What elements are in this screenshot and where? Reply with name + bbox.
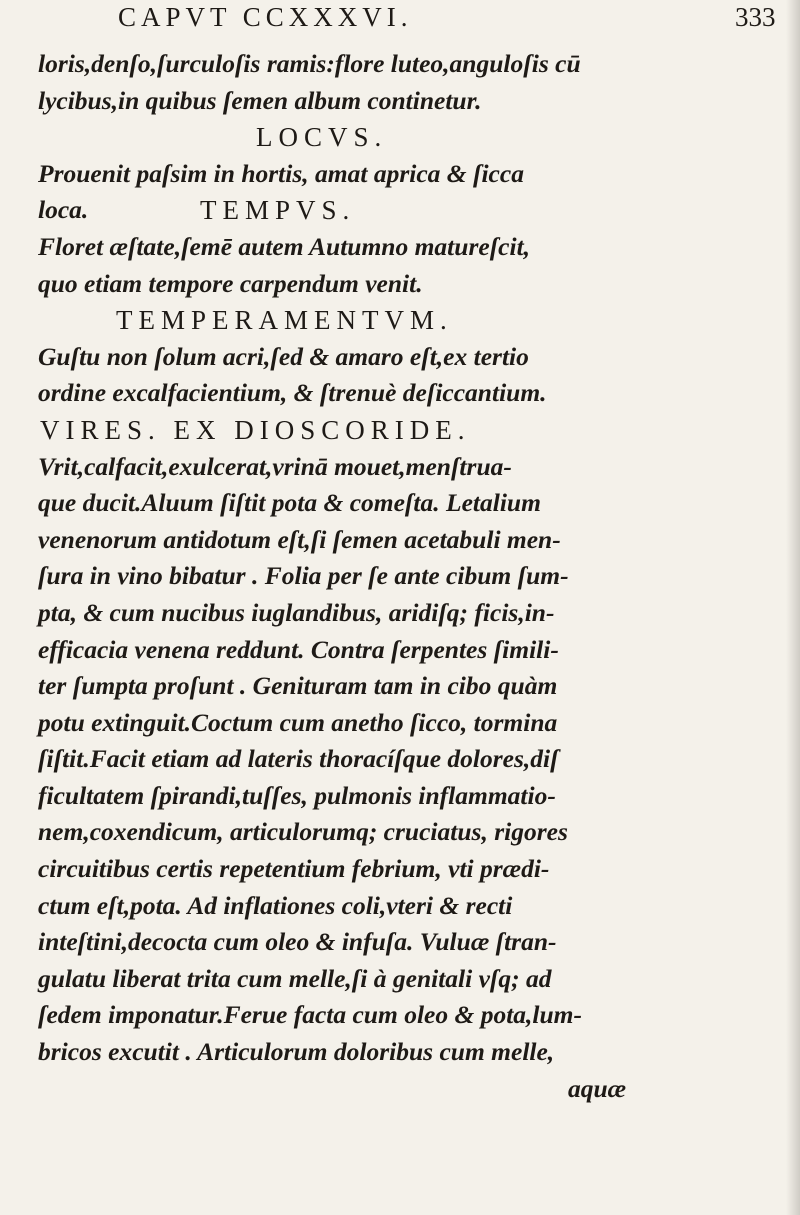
text-line: ſedem imponatur.Ferue facta cum oleo & pota,lum-	[38, 1000, 582, 1030]
text-line: que ducit.Aluum ſiſtit pota & comeſta. Letalium	[38, 488, 541, 518]
text-line: ter ſumpta proſunt . Genituram tam in cibo quàm	[38, 671, 558, 701]
catchword: aquæ	[568, 1073, 627, 1103]
section-heading-locus: LOCVS.	[256, 122, 388, 153]
text-line: nem,coxendicum, articulorumq; cruciatus, rigores	[38, 817, 568, 847]
section-heading-temperamentum: TEMPERAMENTVM.	[116, 305, 453, 336]
text-line: quo etiam tempore carpendum venit.	[38, 268, 423, 298]
text-line: ſura in vino bibatur . Folia per ſe ante cibum ſum-	[38, 561, 569, 591]
section-heading-tempus: TEMPVS.	[200, 195, 356, 226]
body-text	[38, 46, 798, 1107]
text-line: potu extinguit.Coctum cum anetho ſicco, tormina	[38, 707, 558, 737]
running-head: CAPVT CCXXXVI.	[118, 2, 413, 32]
text-line: Prouenit paſsim in hortis, amat aprica & ſicca	[38, 158, 524, 188]
text-line: ctum eſt,pota. Ad inflationes coli,vteri & recti	[38, 890, 513, 920]
text-line: bricos excutit . Articulorum doloribus cum melle,	[38, 1037, 555, 1067]
text-line: Floret æſtate,ſemē autem Autumno matureſcit,	[38, 231, 531, 261]
text-line: loca.	[38, 195, 89, 225]
text-line: loris,denſo,ſurculoſis ramis:flore luteo,anguloſis cū	[38, 49, 581, 78]
text-line: venenorum antidotum eſt,ſi ſemen acetabuli men-	[38, 524, 561, 554]
text-line: efficacia venena reddunt. Contra ſerpentes ſimili-	[38, 634, 559, 664]
text-line: Guſtu non ſolum acri,ſed & amaro eſt,ex tertio	[38, 341, 529, 371]
text-line: inteſtini,decocta cum oleo & infuſa. Vuluæ ſtran-	[38, 927, 557, 957]
page-edge-shadow	[786, 0, 800, 1215]
section-heading-vires: VIRES. EX DIOSCORIDE.	[40, 414, 471, 445]
text-line: lycibus,in quibus ſemen album continetur.	[38, 85, 482, 115]
text-line: ſiſtit.Facit etiam ad lateris thoracíſque dolores,diſ	[38, 744, 559, 774]
text-line: circuitibus certis repetentium febrium, vti prædi-	[38, 854, 550, 884]
text-line: Vrit,calfacit,exulcerat,vrinā mouet,menſtrua-	[38, 451, 512, 481]
page-header	[0, 2, 800, 38]
page-number: 333	[735, 2, 776, 32]
text-line: pta, & cum nucibus iuglandibus, aridiſq; ficis,in-	[38, 597, 555, 627]
text-line: ordine excalfacientium, & ſtrenuè deſiccantium.	[38, 378, 547, 408]
text-line: ficultatem ſpirandi,tuſſes, pulmonis inflammatio-	[38, 780, 556, 810]
text-line: gulatu liberat trita cum melle,ſi à genitali vſq; ad	[38, 963, 552, 993]
